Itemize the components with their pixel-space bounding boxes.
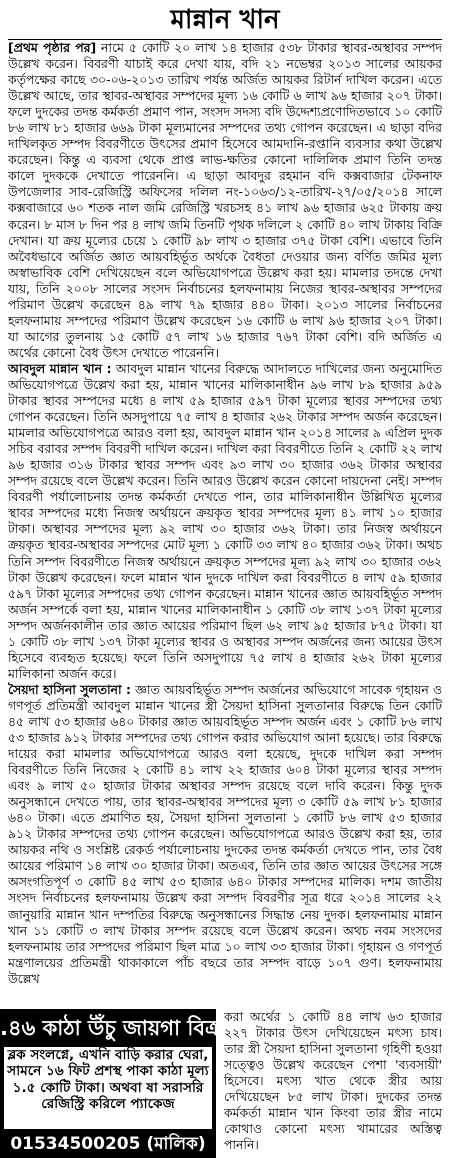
section-lead-mannan-khan: আবদুল মান্নান খান : bbox=[8, 360, 112, 376]
section-lead-hasina-sultana: সৈয়দা হাসিনা সুলতানা : bbox=[8, 681, 131, 697]
article-tail: করা অর্থের ১ কোটি ৪৪ লাখ ৬৩ হাজার ২২৭ টাকার উৎস দেখিয়েছেন মৎস্য চাষ। তার স্ত্রী সৈয়দা হাসিনা সুলতানা গৃহিণী হওয়া সত্ত্বেও উল্লেখ করেছেন পেশা 'ব্যবসায়ী' হিসেবে। মৎস্য খাত থেকে স্ত্রীর আয় দেখিয়েছেন ৮৫ লাখ টাকা। দুদকের তদন্ত কর্মকর্তা মান্নান খান কিংবা তার স্ত্রীর নামে কোথাও কোনো মৎস্য খামারের অস্তিত্ব পাননি। bbox=[224, 1009, 442, 1153]
paragraph-2-text: আবদুল মান্নান খানের বিরুদ্ধে আদালতে দাখিলের জন্য অনুমোদিত অভিযোগপত্রে উল্লেখ করা হয়, মান্নান খানের মালিকানাধীন ৯৬ লাখ ৮৯ হাজার ৯৫৯ টাকার স্থাবর সম্পদের মধ্যে ৪ লাখ ৫৯ হাজার ৫৯৭ টাকা মূল্যের স্থাবর সম্পদের তথ্য গোপন করেছেন। তিনি অসদুপায়ে ৭৫ লাখ ৪ হাজার ২৬২ টাকার সম্পদ অর্জন করেছেন। মামলার অভিযোগপত্রে আরও বলা হয়, আবদুল মান্নান খান ২০১৪ সালের ৯ এপ্রিল দুদক সচিব বরাবর সম্পদ বিবরণী দাখিল করেন। দাখিল করা বিবরণীতে তিনি ২ কোটি ২২ লাখ ৯৬ হাজার ৩১৬ টাকার স্থাবর সম্পদ এবং ৯৩ লাখ ৩০ হাজার ৩৬২ টাকার অস্থাবর সম্পদ রয়েছে বলে উল্লেখ করেন। তিনি আরও উল্লেখ করেন কোনো দায়দেনা নেই। সম্পদ বিবরণী পর্যালোচনায় তদন্ত কর্মকর্তা দেখতে পান, তার মালিকানাধীন উল্লিখিত মূল্যের স্থাবর সম্পদের মধ্যে নিজস্ব অর্থায়নে ক্রয়কৃত স্থাবর সম্পদের মূল্য ৪১ লাখ ১০ হাজার টাকা। অস্থাবর সম্পদের মূল্য ৯২ লাখ ৩০ হাজার ৩৬২ টাকা। তার নিজস্ব অর্থায়নে ক্রয়কৃত স্থাবর-অস্থাবর সম্পদের মোট মূল্য ১ কোটি ৩৩ লাখ ৪০ হাজার ৩৬২ টাকা। অথচ তিনি সম্পদ বিবরণীতে নিজস্ব অর্থায়নে ক্রয়কৃত সম্পদের মূল্য ৯২ লাখ ৩০ হাজার ৩৬২ টাকা উল্লেখ করেছেন। ফলে মান্নান খান দুদকে দাখিল করা বিবরণীতে ৪ লাখ ৫৯ হাজার ৫৯৭ টাকা মূল্যের সম্পদের তথ্য গোপন করেছেন। মান্নান খানের জ্ঞাত আয়বহির্ভূত সম্পদ অর্জন সম্পর্কে বলা হয়, মান্নান খানের মালিকানাধীন ১ কোটি ৩৮ লাখ ১৩৭ টাকা মূল্যের সম্পদ অর্জনকালীন তার জ্ঞাত আয়ের পরিমাণ ছিল ৬২ লাখ ৯৫ হাজার ৮৭৫ টাকা। যা ১ কোটি ৩৮ লাখ ১৩৭ টাকা মূল্যের স্থাবর ও অস্থাবর সম্পদ অর্জনের জন্য আয়ের উৎস হিসেবে ব্যবহৃত হয়েছে। ফলে তিনি অসদুপায়ে ৭৫ লাখ ৪ হাজার ২৬২ টাকা মূল্যের মালিকানা অর্জন করে। bbox=[8, 360, 442, 681]
paragraph-1-text: নামে ৫ কোটি ২০ লাখ ১৪ হাজার ৫৩৮ টাকার স্থাবর-অস্থাবর সম্পদ উল্লেখ করেন। বিবরণী যাচাই করে দেখা যায়, বদি ২১ নভেম্বর ২০১৩ সালের আয়কর কর্তৃপক্ষের কাছে ৩০-০৬-২০১৩ তারিখ পর্যন্ত অর্জিত আয়কর রিটার্ন দাখিল করেন। এতে উল্লেখ আছে, তার স্থাবর-অস্থাবর সম্পদের মূল্য ১৬ কোটি ৬ লাখ ৯৬ হাজার ২০৭ টাকা। ফলে দুদকের তদন্ত কর্মকর্তা প্রমাণ পান, সংসদ সদস্য বদি উদ্দেশ্যপ্রণোদিতভাবে ১০ কোটি ৮৬ লাখ ৮১ হাজার ৬৬৯ টাকা মূল্যমানের সম্পদের তথ্য গোপন করেছেন। এ ছাড়া বদির দাখিলকৃত সম্পদ বিবরণীতে উৎসের প্রমাণ হিসেবে আমদানি-রপ্তানি ব্যবসার কথা উল্লেখ করেছেন। কিন্তু এ ব্যবসা থেকে প্রাপ্ত লাভ-ক্ষতির কোনো দালিলিক প্রমাণ তিনি তদন্ত কালে দুদককে দেখাতে পারেননি। এ ছাড়া আবদুর রহমান বদি কক্সবাজার টেকনাফ উপজেলার সাব-রেজিস্ট্রি অফিসের দলিল নং-১০৬৩/১২-তারিখ-২৭/০৫/২০১৪ সালে কক্সবাজারে ৬০ শতক নাল জমি রেজিস্ট্রি খরচসহ ৪১ লাখ ৯৬ হাজার ৬২৫ টাকায় ক্রয় করেন। ৮ মাস ৮ দিন পর ৪ লাখ জমি তিনটি পৃথক দলিলে ২ কোটি ৪০ লাখ টাকায় বিক্রি দেখান। যা ক্রয় মূল্যের চেয়ে ১ কোটি ৯৮ লাখ ৩ হাজার ৩৭৫ টাকা বেশি। এভাবে তিনি অবৈধভাবে অর্জিত জ্ঞাত আয়বহির্ভূত অর্থকে বৈধতা দেওয়ার জন্য বর্ণিত জমির মূল্য অস্বাভাবিক বেশি দেখিয়েছেন বলে অভিযোগপত্রে উল্লেখ করা হয়। মামলার তদন্তে দেখা যায়, তিনি ২০০৮ সালের সংসদ নির্বাচনের হলফনামায় নিজের স্থাবর-অস্থাবর সম্পদের পরিমাণ উল্লেখ করেছেন ৪৯ লাখ ৭৯ হাজার ৪৪০ টাকা। ২০১৩ সালের নির্বাচনের হলফনামায় সম্পদের পরিমাণ উল্লেখ করেছেন ১৬ কোটি ৬ লাখ ৯৬ হাজার ২০৭ টাকা। যা আগের তুলনায় ১৫ কোটি ৫৭ লাখ ১৬ হাজার ৭৬৭ টাকা বেশি। বদি অর্জিত এ অর্থের কোনো বৈধ উৎস দেখাতে পারেননি। bbox=[8, 40, 442, 360]
continuation-marker: [প্রথম পৃষ্ঠার পর] bbox=[8, 40, 97, 55]
ad-body: ব্লক সংলগ্নে, এখনি বাড়ি করার ঘেরা, সামনে ১৬ ফিট প্রশস্থ পাকা কাঠা মূল্য ১.৫ কোটি টাকা। অথবা ষা সরাসরি রেজিস্ট্রি করিলে প্যাকেজ bbox=[4, 1047, 212, 1129]
classified-advertisement bbox=[0, 1009, 285, 1158]
paragraph-3-text: জ্ঞাত আয়বহির্ভূত সম্পদ অর্জনের অভিযোগে সাবেক গৃহায়ন ও গণপূর্ত প্রতিমন্ত্রী আবদুল মান্নান খানের স্ত্রী সৈয়দা হাসিনা সুলতানার বিরুদ্ধে তিন কোটি ৪৫ লাখ ৫৩ হাজার ৬৪০ টাকার জ্ঞাত আয়বহির্ভূত সম্পদ অর্জন এবং ১ কোটি ৮৬ লাখ ৫৩ হাজার ৯১২ টাকার সম্পদের তথ্য গোপন করার অভিযোগ আনা হয়েছে। তার বিরুদ্ধে দায়ের করা মামলার অভিযোগপত্রে আরও বলা হয়েছে, দুদকে দাখিল করা সম্পদ বিবরণীতে তিনি নিজের ২ কোটি ৪১ লাখ ২২ হাজার ৬০৪ টাকা মূল্যের স্থাবর সম্পদ এবং ৯ লাখ ৫০ হাজার টাকার অস্থাবর সম্পদ রয়েছে বলে দাবি করেন। কিন্তু দুদক অনুসন্ধানে দেখতে পায়, তার স্থাবর-অস্থাবর সম্পদের মূল্য ৩ কোটি ৫৯ লাখ ৮১ হাজার ৬৪০ টাকা। এতে প্রমাণিত হয়, সৈয়দা হাসিনা সুলতানা ১ কোটি ৮৬ লাখ ৫৩ হাজার ৯১২ টাকার সম্পদের তথ্য গোপন করেছেন। অভিযোগপত্রে আরও উল্লেখ করা হয়, তার আয়কর নথি ও সংশ্লিষ্ট রেকর্ড পর্যালোচনায় দুদকের তদন্ত কর্মকর্তা দেখতে পান, তার বৈধ আয়ের পরিমাণ ১৪ লাখ ৩০ হাজার টাকা। অতএব, তিনি তার জ্ঞাত আয়ের উৎসের সঙ্গে অসংগতিপূর্ণ ৩ কোটি ৪৫ লাখ ৫৩ হাজার ৬৪০ টাকার সম্পদের মালিক। দশম জাতীয় সংসদ নির্বাচনের হলফনামায় উল্লেখ করা সম্পদ বিবরণীর সূত্র ধরে ২০১৪ সালের ২২ জানুয়ারি মান্নান খান দম্পতির বিরুদ্ধে অনুসন্ধানের সিদ্ধান্ত নেয় দুদক। হলফনামায় মান্নান খান ১১ কোটি ৩ লাখ টাকার সম্পদ রয়েছে বলে উল্লেখ করেন। অথচ নবম সংসদের হলফনামায় তার সম্পদের পরিমাণ ছিল মাত্র ১০ লাখ ৩৩ হাজার টাকা। গৃহায়ন ও গণপূর্ত মন্ত্রণালয়ের প্রতিমন্ত্রী থাকাকালে পাঁচ বছরে তার সম্পদ বাড়ে ১০৭ গুণ। হলফনামায় উল্লেখ bbox=[8, 681, 442, 986]
article-paragraph-3 bbox=[8, 682, 442, 987]
article-paragraph-1 bbox=[8, 40, 442, 361]
ad-headline: .৪৬ কাঠা উঁচু জায়গা বিক্রয় হইবে bbox=[0, 1009, 216, 1047]
ad-phone-number: 01534500205 (মালিক) bbox=[0, 1131, 216, 1158]
article-body bbox=[8, 40, 442, 1008]
article-paragraph-2 bbox=[8, 361, 442, 682]
article-headline: মান্নান খান bbox=[170, 5, 280, 35]
